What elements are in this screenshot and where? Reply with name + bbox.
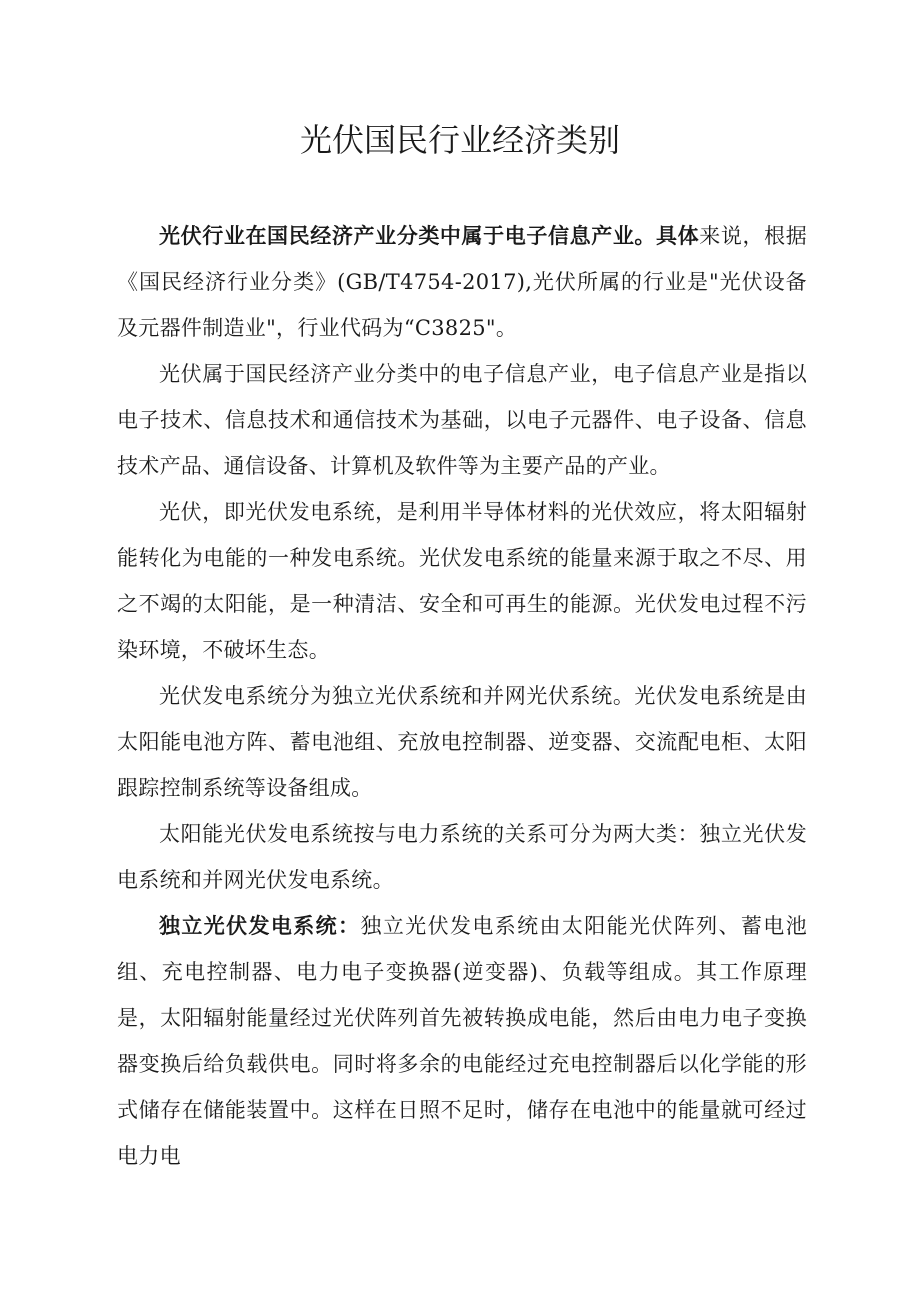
paragraph-3 xyxy=(117,489,807,673)
paragraph-2-text: 光伏属于国民经济产业分类中的电子信息产业，电子信息产业是指以电子技术、信息技术和通信技术为基础，以电子元器件、电子设备、信息技术产品、通信设备、计算机及软件等为主要产品的产业。 xyxy=(117,362,807,478)
paragraph-4 xyxy=(117,673,807,811)
document-body xyxy=(117,213,807,1179)
paragraph-1-text: 来说，根据《国民经济行业分类》(GB/T4754-2017),光伏所属的行业是"光伏设备及元器件制造业"，行业代码为“C3825"。 xyxy=(117,224,808,340)
paragraph-6-bold-lead: 独立光伏发电系统： xyxy=(159,913,361,938)
paragraph-6 xyxy=(117,903,807,1179)
paragraph-6-text: 独立光伏发电系统由太阳能光伏阵列、蓄电池组、充电控制器、电力电子变换器(逆变器)、负载等组成。其工作原理是，太阳辐射能量经过光伏阵列首先被转换成电能，然后由电力电子变换器变换后给负载供电。同时将多余的电能经过充电控制器后以化学能的形式储存在储能装置中。这样在日照不足时，储存在电池中的能量就可经过电力电 xyxy=(117,914,807,1168)
document-title: 光伏国民行业经济类别 xyxy=(299,121,620,159)
paragraph-4-text: 光伏发电系统分为独立光伏系统和并网光伏系统。光伏发电系统是由太阳能电池方阵、蓄电池组、充放电控制器、逆变器、交流配电柜、太阳跟踪控制系统等设备组成。 xyxy=(117,684,807,800)
paragraph-1-bold-lead: 光伏行业在国民经济产业分类中属于电子信息产业。具体 xyxy=(159,223,700,248)
paragraph-1 xyxy=(117,213,807,351)
paragraph-5 xyxy=(117,811,807,903)
paragraph-3-text: 光伏，即光伏发电系统，是利用半导体材料的光伏效应，将太阳辐射能转化为电能的一种发电系统。光伏发电系统的能量来源于取之不尽、用之不竭的太阳能，是一种清洁、安全和可再生的能源。光伏发电过程不污染环境，不破坏生态。 xyxy=(117,500,807,662)
paragraph-2 xyxy=(117,351,807,489)
paragraph-5-text: 太阳能光伏发电系统按与电力系统的关系可分为两大类：独立光伏发电系统和并网光伏发电系统。 xyxy=(117,822,807,892)
